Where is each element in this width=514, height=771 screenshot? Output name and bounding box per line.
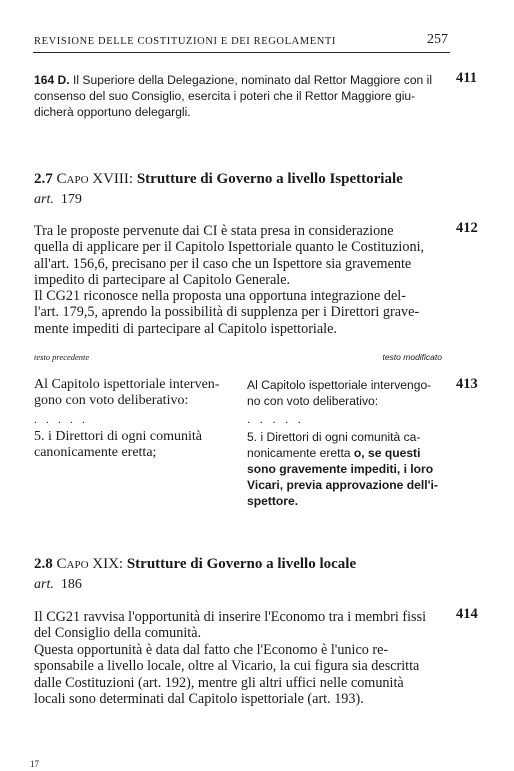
label-testo-precedente: testo precedente	[34, 352, 90, 362]
article-reference-186: art. 186	[34, 577, 82, 592]
article-164d-line-3: dicherà opportuno delegargli.	[34, 105, 191, 119]
section-heading-2-7: 2.7 Capo XVIII: Strutture di Governo a livello Ispettoriale	[34, 171, 403, 187]
article-164d-line-2: consenso del suo Consiglio, esercita i poteri che il Rettor Maggiore giu-	[34, 89, 416, 103]
footer-folio: 17	[30, 759, 39, 769]
ellipsis-dots: . . . . .	[34, 412, 88, 426]
article-reference-179: art. 179	[34, 192, 82, 207]
paragraph-412: Tra le proposte pervenute dai CI è stata presa in considerazione quella di applicare per il Capitolo Ispettoriale quanto le Costituzioni, all'art. 156,6, precisano per il caso che un Ispettore sia gravemente impedito di partecipare al Capitolo Generale.	[34, 223, 425, 289]
article-164d-line-1: 164 D. Il Superiore della Delegazione, nominato dal Rettor Maggiore con il	[34, 73, 433, 87]
margin-number-414: 414	[456, 606, 478, 622]
margin-number-412: 412	[456, 220, 478, 236]
ellipsis-dots: . . . . .	[247, 412, 305, 426]
margin-number-411: 411	[456, 70, 477, 86]
chapter-label: Capo XVIII:	[56, 171, 134, 187]
margin-number-413: 413	[456, 376, 478, 392]
section-title-text: Strutture di Governo a livello Ispettoriale	[136, 171, 403, 187]
page-number: 257	[427, 32, 448, 47]
section-title-text: Strutture di Governo a livello locale	[126, 556, 357, 572]
inserted-text: o, se questi	[353, 446, 421, 460]
label-testo-modificato: testo modificato	[382, 352, 442, 362]
article-164d	[34, 72, 444, 120]
running-header: REVISIONE DELLE COSTITUZIONI E DEI REGOLAMENTI	[34, 36, 337, 47]
section-heading-2-8: 2.8 Capo XIX: Strutture di Governo a livello locale	[34, 556, 357, 572]
header-rule	[33, 52, 450, 53]
chapter-label: Capo XIX:	[56, 556, 124, 572]
paragraph-cg21-179: Il CG21 riconosce nella proposta una opportuna integrazione del- l'art. 179,5, aprendo la possibilità di supplenza per i Direttori grave- mente impediti di partecipare al Capitolo ispettoriale.	[34, 288, 420, 337]
previous-text-column: Al Capitolo ispettoriale interven- gono con voto deliberativo: . . . . . 5. i Direttori di ogni comunità canonicamente eretta;	[34, 377, 234, 461]
paragraph-414: Il CG21 ravvisa l'opportunità di inserire l'Economo tra i membri fissi del Consiglio della comunità.	[34, 609, 427, 642]
paragraph-economo: Questa opportunità è data dal fatto che l'Economo è l'unico re- sponsabile a livello locale, oltre al Vicario, la cui figura sia descritta dalle Costituzioni (art. 192), mentre gli altri uffici nelle comunità locali sono determinati dal Capitolo ispettoriale (art. 193).	[34, 642, 420, 708]
modified-text-column: Al Capitolo ispettoriale intervengo- no con voto deliberativo: . . . . . 5. i Direttori di ogni comunità ca- nonicamente eretta o, se questi sono gravemente impediti, i loro Vicari, previa approvazione dell'i- spettore.	[247, 377, 442, 509]
article-164d-label: 164 D.	[34, 73, 70, 87]
